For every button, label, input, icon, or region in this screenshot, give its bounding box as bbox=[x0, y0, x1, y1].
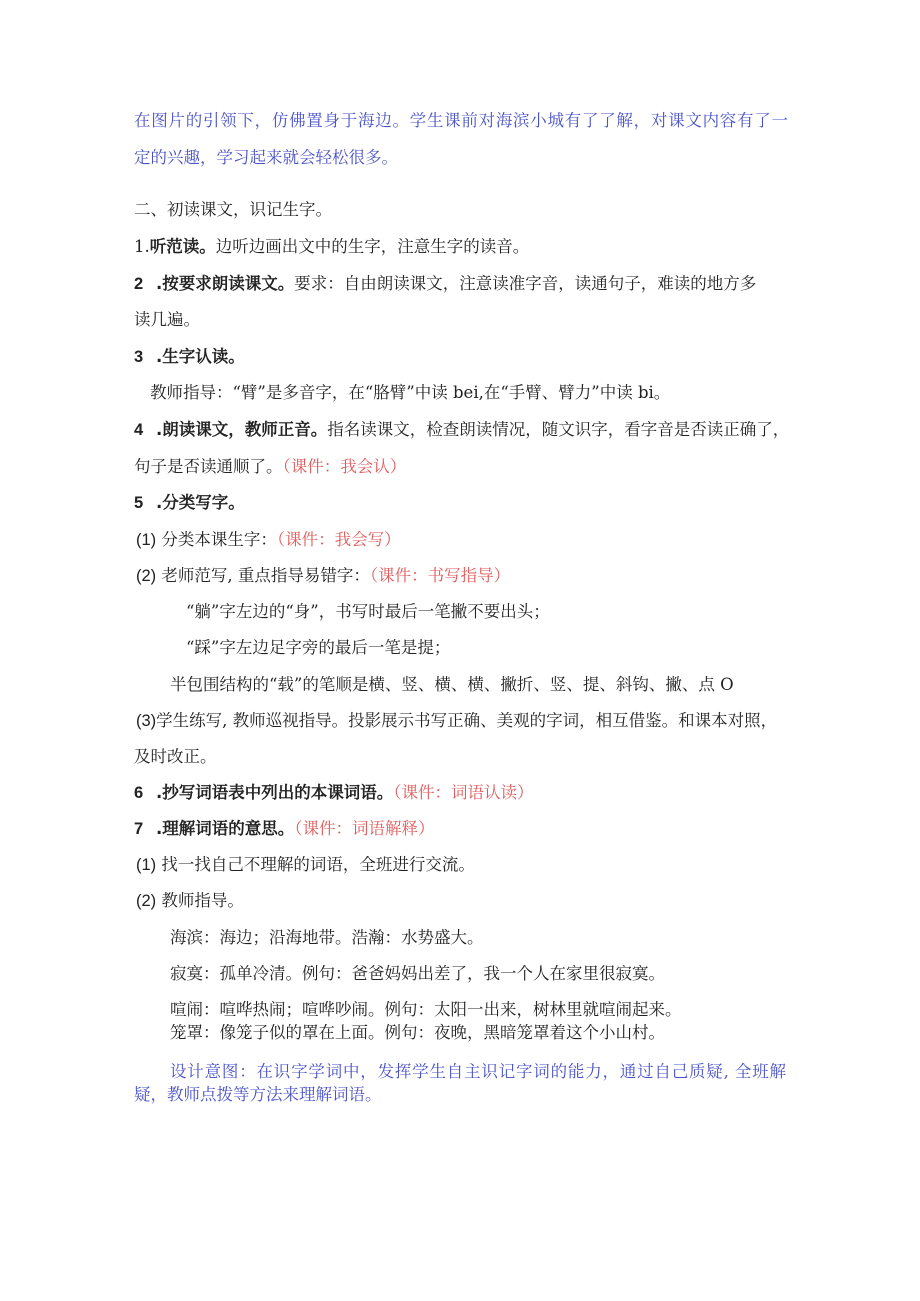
item-7 bbox=[134, 818, 435, 840]
definition-4: 笼罩：像笼子似的罩在上面。例句：夜晚，黑暗笼罩着这个小山村。 bbox=[170, 1023, 665, 1042]
item-4 bbox=[134, 419, 789, 441]
item-5-sub-1-text: 分类本课生字： bbox=[161, 530, 277, 549]
item-5-sub-2-note: （课件：书写指导） bbox=[369, 566, 511, 585]
item-2-text: 要求：自由朗读课文，注意读准字音，读通句子，难读的地方多 bbox=[294, 274, 757, 293]
item-1 bbox=[134, 236, 529, 258]
item-4-note: （课件：我会认） bbox=[282, 457, 407, 476]
item-2-number: 2 bbox=[134, 275, 144, 293]
item-4-line-2 bbox=[134, 456, 406, 478]
item-5-sub-1-label: (1) bbox=[136, 531, 157, 549]
item-5-sub-2 bbox=[136, 565, 510, 587]
item-7-sub-1-label: (1) bbox=[136, 856, 157, 874]
definition-3: 喧闹：喧哗热闹；喧哗吵闹。例句：太阳一出来，树林里就喧闹起来。 bbox=[170, 1000, 682, 1019]
item-3-number: 3 bbox=[134, 348, 144, 366]
design-intent-line-2: 疑，教师点拨等方法来理解词语。 bbox=[134, 1085, 382, 1104]
writing-point-1: “躺”字左边的“身”，书写时最后一笔撇不要出头； bbox=[186, 602, 550, 621]
intro-line-2: 定的兴趣，学习起来就会轻松很多。 bbox=[134, 148, 398, 167]
item-5-sub-1-note: （课件：我会写） bbox=[276, 530, 401, 549]
item-5-sub-2-label: (2) bbox=[136, 567, 157, 585]
item-3-title: .生字认读。 bbox=[156, 347, 245, 366]
item-3 bbox=[134, 346, 245, 368]
item-5-title: .分类写字。 bbox=[156, 493, 245, 512]
item-7-sub-2-label: (2) bbox=[136, 892, 157, 910]
item-5 bbox=[134, 492, 245, 514]
item-6-number: 6 bbox=[134, 784, 144, 802]
item-7-number: 7 bbox=[134, 820, 144, 838]
item-7-sub-2 bbox=[136, 890, 244, 912]
item-5-number: 5 bbox=[134, 494, 144, 512]
item-6-title: .抄写词语表中列出的本课词语。 bbox=[156, 783, 394, 802]
writing-point-3: 半包围结构的“载”的笔顺是横、竖、横、横、撇折、竖、提、斜钩、撇、点 O bbox=[170, 675, 734, 694]
item-5-sub-3 bbox=[136, 710, 777, 732]
item-2-title: .按要求朗读课文。 bbox=[156, 274, 295, 293]
item-1-number: 1. bbox=[134, 237, 150, 256]
item-7-sub-1 bbox=[136, 854, 475, 876]
item-5-sub-1 bbox=[136, 529, 401, 551]
definition-2: 寂寞：孤单冷清。例句：爸爸妈妈出差了，我一个人在家里很寂寞。 bbox=[170, 964, 665, 983]
item-7-sub-1-text: 找一找自己不理解的词语，全班进行交流。 bbox=[161, 855, 475, 874]
writing-point-2: “踩”字左边足字旁的最后一笔是提； bbox=[186, 638, 451, 657]
item-7-sub-2-text: 教师指导。 bbox=[161, 891, 244, 910]
item-6-note: （课件：词语认读） bbox=[393, 783, 534, 802]
definition-1: 海滨：海边；沿海地带。浩瀚：水势盛大。 bbox=[170, 928, 484, 947]
item-1-text: 边听边画出文中的生字，注意生字的读音。 bbox=[215, 237, 530, 256]
item-2 bbox=[134, 273, 756, 295]
item-4-number: 4 bbox=[134, 421, 144, 439]
item-4-title: .朗读课文，教师正音。 bbox=[156, 420, 328, 439]
item-2-text-2: 读几遍。 bbox=[134, 310, 200, 329]
item-3-guide: 教师指导：“臂”是多音字，在“胳臂”中读 bei,在“手臂、臂力”中读 bi。 bbox=[150, 383, 671, 402]
item-4-text-2: 句子是否读通顺了。 bbox=[134, 457, 283, 476]
item-5-sub-3-text: 学生练写, 教师巡视指导。投影展示书写正确、美观的字词，相互借鉴。和课本对照， bbox=[156, 711, 778, 730]
item-5-sub-2-text: 老师范写, 重点指导易错字： bbox=[161, 566, 370, 585]
item-7-note: （课件：词语解释） bbox=[294, 819, 435, 838]
item-7-title: .理解词语的意思。 bbox=[156, 819, 295, 838]
section-heading: 二、初读课文，识记生字。 bbox=[134, 200, 332, 219]
item-1-title: 听范读。 bbox=[149, 237, 216, 256]
design-intent-line-1: 设计意图：在识字学词中，发挥学生自主识记字词的能力，通过自己质疑, 全班解 bbox=[170, 1062, 786, 1081]
item-5-sub-3-label: (3) bbox=[136, 712, 157, 730]
item-4-text: 指名读课文，检查朗读情况，随文识字，看字音是否读正确了， bbox=[327, 420, 790, 439]
item-6 bbox=[134, 782, 534, 804]
item-5-sub-3-text-2: 及时改正。 bbox=[134, 747, 217, 766]
intro-line-1: 在图片的引领下，仿佛置身于海边。学生课前对海滨小城有了了解，对课文内容有了一 bbox=[134, 111, 788, 130]
